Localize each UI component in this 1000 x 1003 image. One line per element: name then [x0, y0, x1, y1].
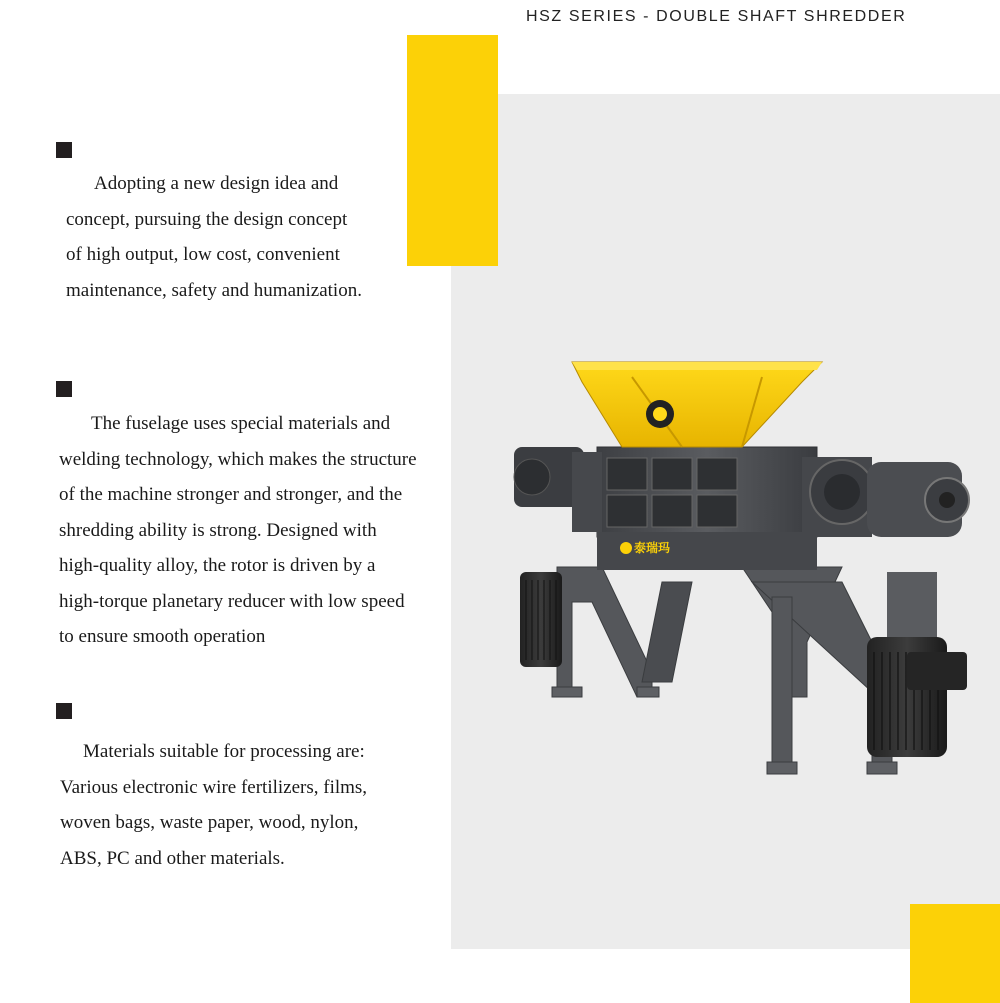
shredder-machine-image: [512, 352, 972, 784]
paragraph-line: ABS, PC and other materials.: [60, 847, 285, 869]
feature-paragraph: [59, 406, 417, 655]
paragraph-line: welding technology, which makes the structure: [59, 448, 417, 470]
bullet-square: [56, 142, 72, 158]
paragraph-line: of high output, low cost, convenient: [66, 244, 340, 265]
paragraph-line: woven bags, waste paper, wood, nylon,: [60, 812, 359, 833]
accent-block-top: [407, 35, 498, 266]
paragraph-line: to ensure smooth operation: [59, 626, 266, 647]
paragraph-line: Adopting a new design idea and: [94, 173, 339, 194]
feature-paragraph: [66, 166, 362, 308]
paragraph-line: high-quality alloy, the rotor is driven by a: [59, 555, 376, 576]
paragraph-line: Materials suitable for processing are:: [83, 741, 365, 762]
paragraph-line: high-torque planetary reducer with low speed: [59, 590, 405, 612]
paragraph-line: Various electronic wire fertilizers, films,: [60, 776, 368, 798]
page-title: HSZ SERIES - DOUBLE SHAFT SHREDDER: [526, 8, 907, 25]
bullet-square: [56, 381, 72, 397]
paragraph-line: of the machine stronger and stronger, and the: [59, 484, 403, 505]
paragraph-line: shredding ability is strong. Designed with: [59, 519, 377, 541]
brand-label: 泰瑞玛: [634, 541, 671, 555]
accent-block-bottom: [910, 904, 1000, 1003]
paragraph-line: maintenance, safety and humanization.: [66, 279, 362, 301]
feature-paragraph: [60, 734, 367, 876]
paragraph-line: The fuselage uses special materials and: [91, 413, 391, 434]
bullet-square: [56, 703, 72, 719]
paragraph-line: concept, pursuing the design concept: [66, 208, 348, 230]
